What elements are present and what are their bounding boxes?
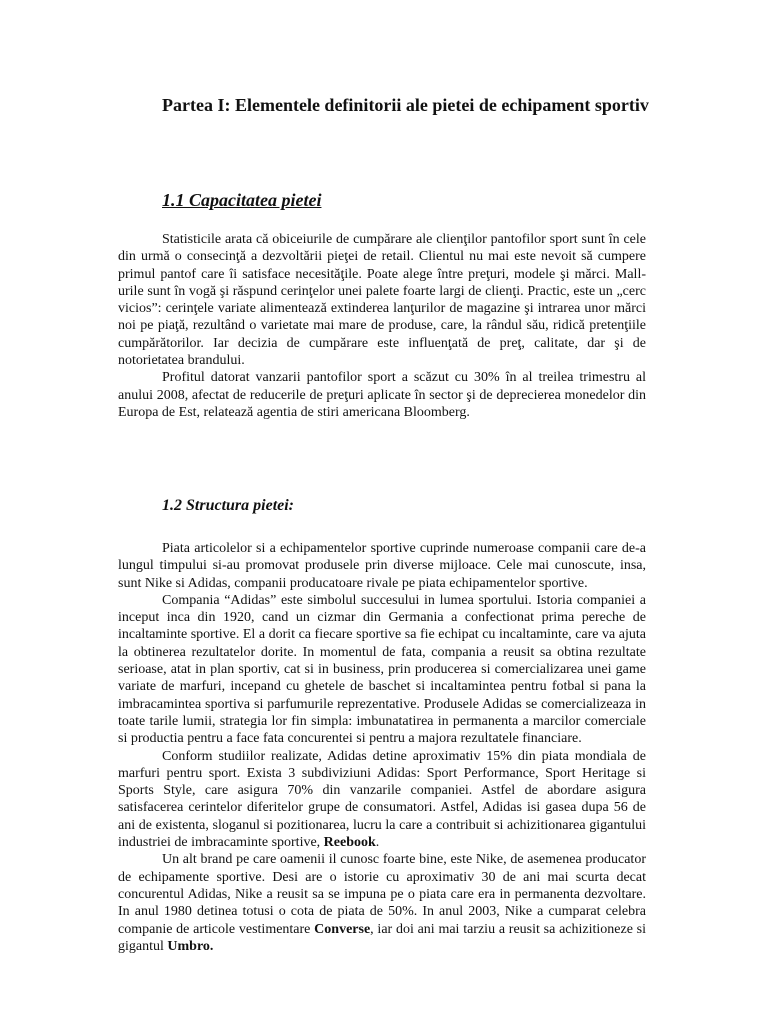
paragraph: Piata articolelor si a echipamentelor sportive cuprinde numeroase companii care de-a lungul timpului si-au promovat produsele prin diverse mijloace. Cele mai cunoscute, insa, sunt Nike si Adidas, companii producatoare rivale pe piata echipamentelor sportive. (118, 541, 646, 591)
part-title: Partea I: Elementele definitorii ale pietei de echipament sportiv (162, 95, 649, 115)
paragraph: Statisticile arata că obiceiurile de cumpărare ale clienţilor pantofilor sport sunt în cele din urmă o consecinţă a dezvoltării pieţei de retail. Clientul nu mai este nevoit să cumpere primul pantof care îi satisface necesităţile. Poate alege între preţuri, modele şi mărci. Mall-urile sunt în vogă şi răspund cerinţelor unei palete foarte largi de clienţi. Practic, este un „cerc vicios”: cerinţele variate alimentează extinderea lanţurilor de magazine şi intrarea unor mărci noi pe piaţă, rezultând o varietate mai mare de produse, care, la rândul său, ridică pretenţiile cumpărătorilor. Iar decizia de cumpărare este influenţată de preţ, calitate, dar şi de notorietatea brandului. (118, 232, 646, 369)
section-title-capacitatea: 1.1 Capacitatea pietei (162, 190, 322, 210)
brand-umbro: Umbro. (167, 938, 214, 954)
paragraph-nike (118, 851, 646, 955)
paragraph-adidas-share (118, 748, 646, 852)
punctuation: . (375, 835, 380, 851)
paragraph: Profitul datorat vanzarii pantofilor sport a scăzut cu 30% în al treilea trimestru al anului 2008, afectat de reducerile de preţuri aplicate în sector şi de deprecierea monedelor din Europa de Est, relatează agentia de stiri americana Bloomberg. (118, 370, 646, 420)
paragraph-text: Un alt brand pe care oamenii il cunosc foarte bine, este Nike, de asemenea producator de echipamente sportive. Desi are o istorie cu aproximativ 30 de ani mai scurta decat concurentul Adidas, Nike a reusit sa se impuna pe o piata care era in permanenta dezvoltare. In anul 1980 detinea totusi o cota de piata de 50%. In anul 2003, Nike a cumparat celebra companie de articole vestimentare (118, 852, 646, 937)
paragraph-text: Conform studiilor realizate, Adidas detine aproximativ 15% din piata mondiala de marfuri pentru sport. Exista 3 subdiviziuni Adidas: Sport Performance, Sport Heritage si Sports Style, care asigura 70% din vanzarile companiei. Astfel de abordare asigura satisfacerea cerintelor diferitelor grupe de consumatori. Astfel, Adidas isi gasea dupa 56 de ani de existenta, sloganul si pozitionarea, lucru la care a contribuit si achizitionarea gigantului industriei de imbracaminte sportive, (118, 748, 646, 851)
brand-reebook: Reebook (323, 835, 376, 851)
section-body-capacitatea (118, 231, 646, 421)
section-title-structura: 1.2 Structura pietei: (162, 497, 295, 514)
paragraph: Compania “Adidas” este simbolul succesului in lumea sportului. Istoria companiei a inceput inca din 1920, cand un cizmar din Germania a confectionat prima pereche de incaltaminte sportive. El a dorit ca fiecare sportive sa fie echipat cu incaltaminte, care va ajuta la obtinerea rezultatelor dorite. In momentul de fata, compania a reusit sa obtina rezultate serioase, atat in plan sportiv, cat si in business, prin producerea si comercializarea unei game variate de marfuri, incepand cu ghetele de baschet si incaltamintea pentru fotbal si pana la imbracamintea sportiva si parfumurile reprezentative. Produsele Adidas se comercializeaza in toate tarile lumii, strategia lor fin simpla: imbunatatirea in permanenta a marcilor comerciale si productia pentru a face fata concurentei si pentru a majora rezultatele financiare. (118, 592, 646, 747)
section-body-structura (118, 540, 646, 955)
paragraph-text: , iar doi ani mai tarziu a reusit sa achizitioneze si gigantul (118, 921, 647, 954)
brand-converse: Converse (314, 921, 371, 937)
